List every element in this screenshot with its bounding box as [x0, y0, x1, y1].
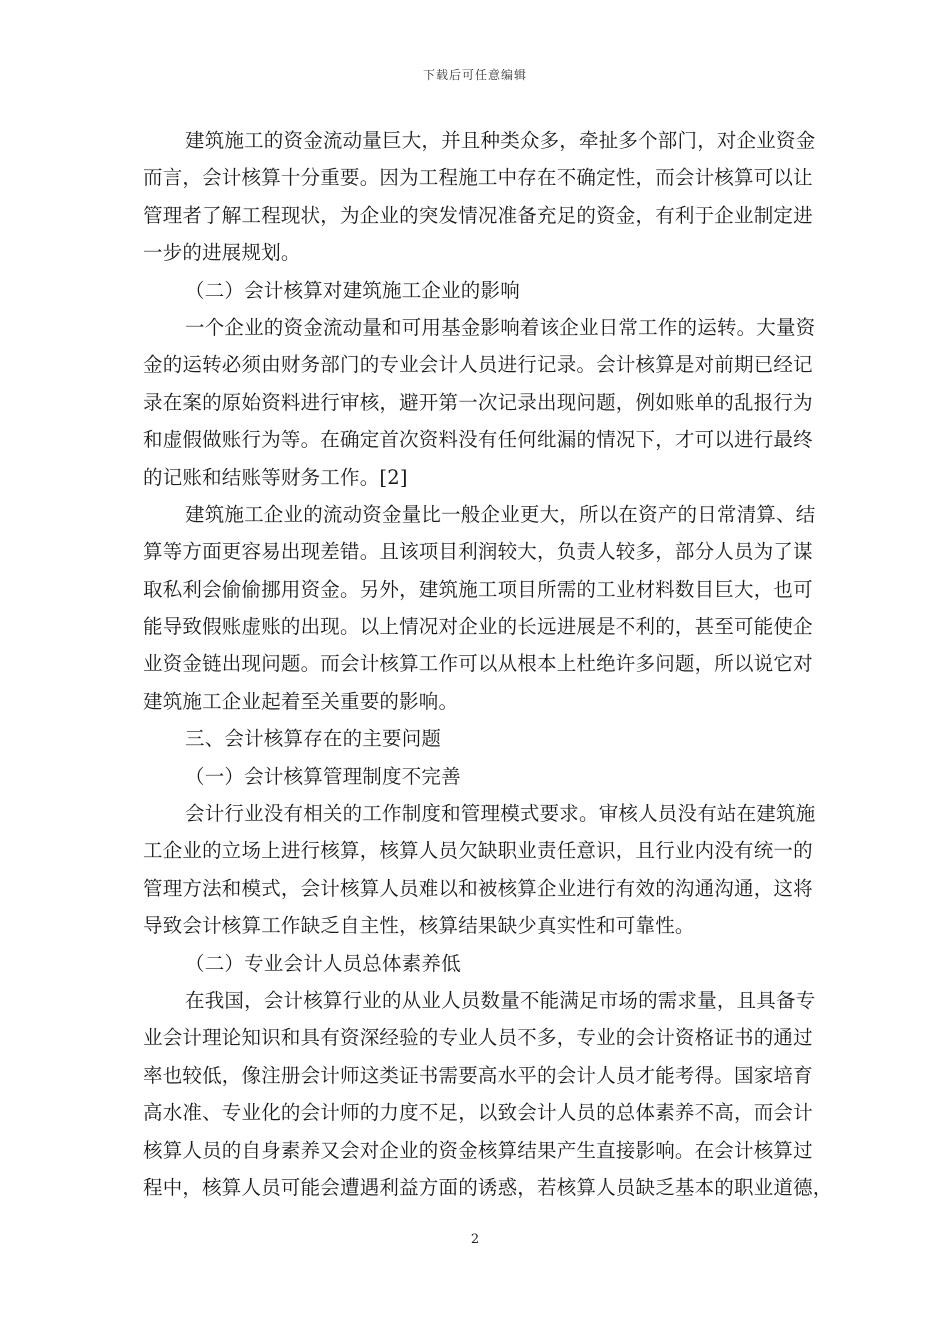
- paragraph-line: 能导致假账虚账的出现。以上情况对企业的长远进展是不利的，甚至可能使企: [143, 615, 813, 639]
- paragraph-line: 率也较低，像注册会计师这类证书需要高水平的会计人员才能考得。国家培育: [143, 1063, 813, 1087]
- paragraph-line: 在我国，会计核算行业的从业人员数量不能满足市场的需求量，且具备专: [185, 988, 816, 1012]
- paragraph-line: 业会计理论知识和具有资深经验的专业人员不多，专业的会计资格证书的通过: [143, 1026, 813, 1050]
- paragraph-line: 取私利会偷偷挪用资金。另外，建筑施工项目所需的工业材料数目巨大，也可: [143, 577, 813, 601]
- section-heading: （二）会计核算对建筑施工企业的影响: [185, 278, 520, 302]
- page-number: 2: [470, 1232, 480, 1247]
- paragraph-line: 和虚假做账行为等。在确定首次资料没有任何纰漏的情况下，才可以进行最终: [143, 428, 813, 452]
- paragraph-line: 算等方面更容易出现差错。且该项目利润较大，负责人较多，部分人员为了谋: [143, 540, 813, 564]
- paragraph-line: 录在案的原始资料进行审核，避开第一次记录出现问题，例如账单的乱报行为: [143, 390, 813, 414]
- paragraph-line: 一个企业的资金流动量和可用基金影响着该企业日常工作的运转。大量资: [185, 315, 816, 339]
- paragraph-line: 管理者了解工程现状，为企业的突发情况准备充足的资金，有利于企业制定进: [143, 203, 813, 227]
- document-body: [143, 122, 833, 1206]
- paragraph-line: 业资金链出现问题。而会计核算工作可以从根本上杜绝许多问题，所以说它对: [143, 652, 813, 676]
- paragraph-line: 高水准、专业化的会计师的力度不足，以致会计人员的总体素养不高，而会计: [143, 1101, 813, 1125]
- paragraph-line: 工企业的立场上进行核算，核算人员欠缺职业责任意识，且行业内没有统一的: [143, 839, 813, 863]
- paragraph-line: 建筑施工企业的流动资金量比一般企业更大，所以在资产的日常清算、结: [185, 502, 816, 526]
- paragraph-line: 一步的进展规划。: [143, 241, 301, 265]
- paragraph-line: 而言，会计核算十分重要。因为工程施工中存在不确定性，而会计核算可以让: [143, 166, 813, 190]
- paragraph-line: 程中，核算人员可能会遭遇利益方面的诱惑，若核算人员缺乏基本的职业道德，: [143, 1175, 833, 1199]
- section-heading: （一）会计核算管理制度不完善: [185, 764, 461, 788]
- paragraph-line: 建筑施工的资金流动量巨大，并且种类众多，牵扯多个部门，对企业资金: [185, 129, 816, 152]
- paragraph-line: 的记账和结账等财务工作。[2]: [143, 465, 408, 489]
- paragraph-line: 会计行业没有相关的工作制度和管理模式要求。审核人员没有站在建筑施: [185, 802, 816, 826]
- paragraph-line: 建筑施工企业起着至关重要的影响。: [143, 689, 459, 713]
- section-heading: （二）专业会计人员总体素养低: [185, 951, 461, 975]
- paragraph-line: 金的运转必须由财务部门的专业会计人员进行记录。会计核算是对前期已经记: [143, 353, 813, 377]
- paragraph-line: 导致会计核算工作缺乏自主性，核算结果缺少真实性和可靠性。: [143, 914, 695, 938]
- paragraph-line: 核算人员的自身素养又会对企业的资金核算结果产生直接影响。在会计核算过: [143, 1138, 813, 1162]
- section-heading: 三、会计核算存在的主要问题: [185, 727, 442, 751]
- page-header: 下载后可任意编辑: [422, 68, 527, 82]
- paragraph-line: 管理方法和模式，会计核算人员难以和被核算企业进行有效的沟通沟通，这将: [143, 876, 813, 900]
